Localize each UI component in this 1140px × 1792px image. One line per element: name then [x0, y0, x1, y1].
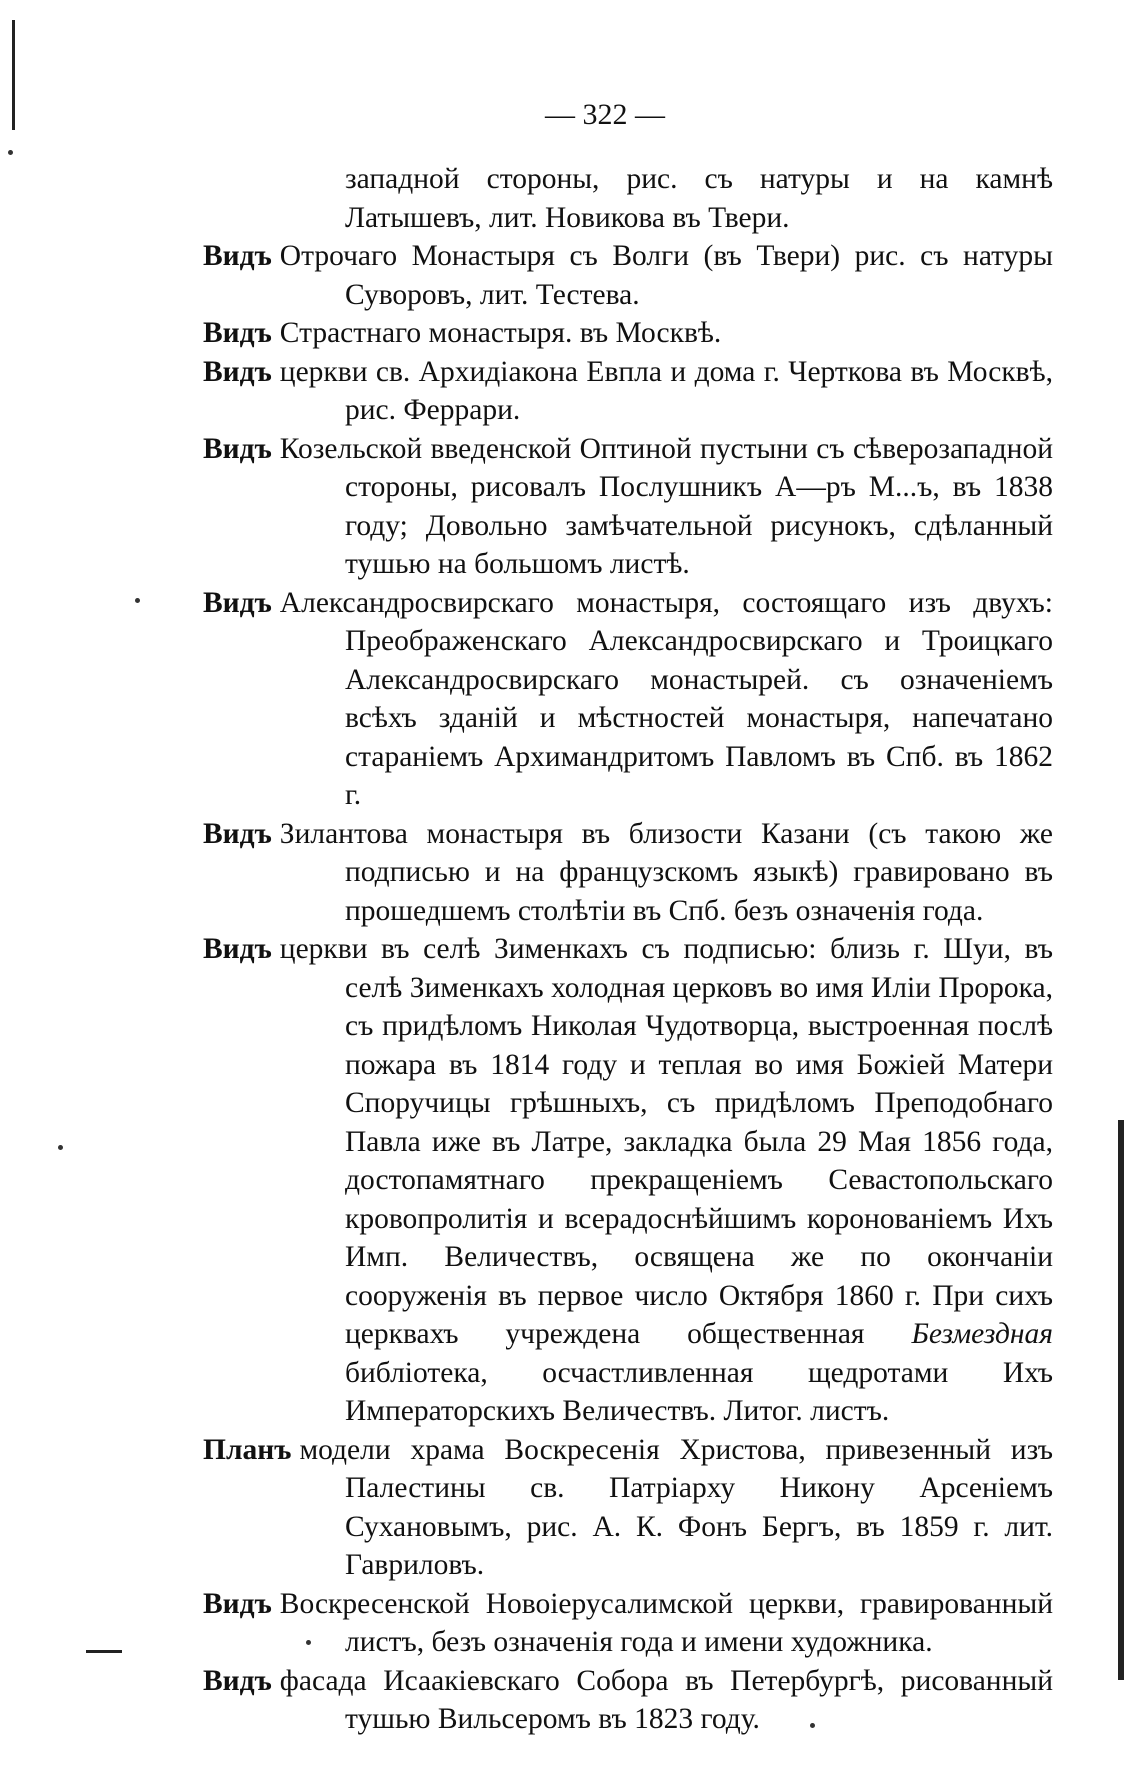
catalog-entry: [203, 1662, 1053, 1739]
entry-italic-text: Безмездная: [911, 1318, 1054, 1350]
entry-text: Александросвирскаго монастыря, состоящаго изъ двухъ: Преображенскаго Александросвирскаго и Троицкаго Александросвирскаго монастырей. съ означеніемъ всѣхъ зданій и мѣстностей монастыря, напечатано стараніемъ Архимандритомъ Павломъ въ Спб. въ 1862 г.: [279, 586, 1053, 811]
entry-text: западной стороны, рис. съ натуры и на камнѣ Латышевъ, лит. Новикова въ Твери.: [345, 163, 1053, 234]
entry-lead: Видъ: [203, 1664, 272, 1697]
entry-text: фасада Исаакіевскаго Собора въ Петербургѣ, рисованный тушью Вильсеромъ въ 1823 году.: [279, 1664, 1053, 1735]
entry-lead: Видъ: [203, 933, 272, 965]
entry-text: церкви въ селѣ Зименкахъ съ подписью: близь г. Шуи, въ селѣ Зименкахъ холодная церковъ во имя Иліи Пророка, съ придѣломъ Николая Чудотворца, выстроенная послѣ пожара въ 1814 году и теплая во имя Божіей Матери Споручицы грѣшныхъ, съ придѣломъ Преподобнаго Павла иже въ Латре, закладка была 29 Мая 1856 года, достопамятнаго прекращеніемъ Севастопольскаго кровопролитія и всерадоснѣйшимъ коронованіемъ Ихъ Имп. Величествъ, освящена же по окончаніи сооруженія въ первое число Октября 1860 г. При сихъ церквахъ учреждена общественная: [279, 933, 1053, 1350]
entry-text: Воскресенской Новоіерусалимской церкви, гравированный листъ, безъ означенія года и имени художника.: [279, 1587, 1053, 1658]
page-number: — 322 —: [545, 98, 665, 131]
catalog-entry: [203, 353, 1053, 430]
entry-lead: Видъ: [203, 317, 272, 349]
catalog-entry: [203, 237, 1053, 314]
entry-lead: Видъ: [203, 586, 272, 619]
scan-speck: [58, 1145, 63, 1150]
entry-text: Зилантова монастыря въ близости Казани (съ такою же подписью и на французскомъ языкѣ) гравировано въ прошедшемъ столѣтіи въ Спб. безъ означенія года.: [279, 817, 1053, 927]
catalog-entry: [203, 314, 1053, 353]
entry-lead: Видъ: [203, 817, 272, 850]
entry-text-after: библіотека, осчастливленная щедротами Ихъ Императорскихъ Величествъ. Литог. листъ.: [345, 1356, 1053, 1427]
scan-speck: [8, 150, 13, 155]
scan-speck: [135, 598, 140, 603]
entry-lead: Планъ: [203, 1433, 292, 1466]
right-margin-rule: [1118, 1120, 1124, 1680]
entry-lead: Видъ: [203, 240, 272, 272]
catalog-entry: [203, 584, 1053, 815]
catalog-entry: [203, 1585, 1053, 1662]
entry-text: Страстнаго монастыря. въ Москвѣ.: [279, 317, 722, 349]
entry-lead: Видъ: [203, 432, 272, 465]
catalog-entry: [203, 430, 1053, 584]
entry-text: церкви св. Архидіакона Евпла и дома г. Черткова въ Москвѣ, рис. Феррари.: [279, 355, 1053, 426]
entry-text: Отрочаго Монастыря съ Волги (въ Твери) рис. съ натуры Суворовъ, лит. Тестева.: [279, 240, 1053, 311]
catalog-entry: [203, 160, 1053, 237]
catalog-entry: [203, 815, 1053, 931]
entry-text: модели храма Воскресенія Христова, привезенный изъ Палестины св. Патріарху Никону Арсеніемъ Сухановымъ, рис. А. К. Фонъ Бергъ, въ 1859 г. лит. Гавриловъ.: [299, 1433, 1053, 1581]
entry-text: Козельской введенской Оптиной пустыни съ сѣверозападной стороны, рисовалъ Послушникъ А—ръ М...ъ, въ 1838 году; Довольно замѣчательной рисунокъ, сдѣланный тушью на большомъ листѣ.: [279, 432, 1053, 580]
entry-lead: Видъ: [203, 355, 272, 388]
catalog-entry: [203, 930, 1053, 1431]
catalog-entry: [203, 1431, 1053, 1585]
dash-mark: [86, 1650, 122, 1653]
entry-lead: Видъ: [203, 1587, 272, 1620]
catalog-entries: [203, 160, 1053, 1739]
